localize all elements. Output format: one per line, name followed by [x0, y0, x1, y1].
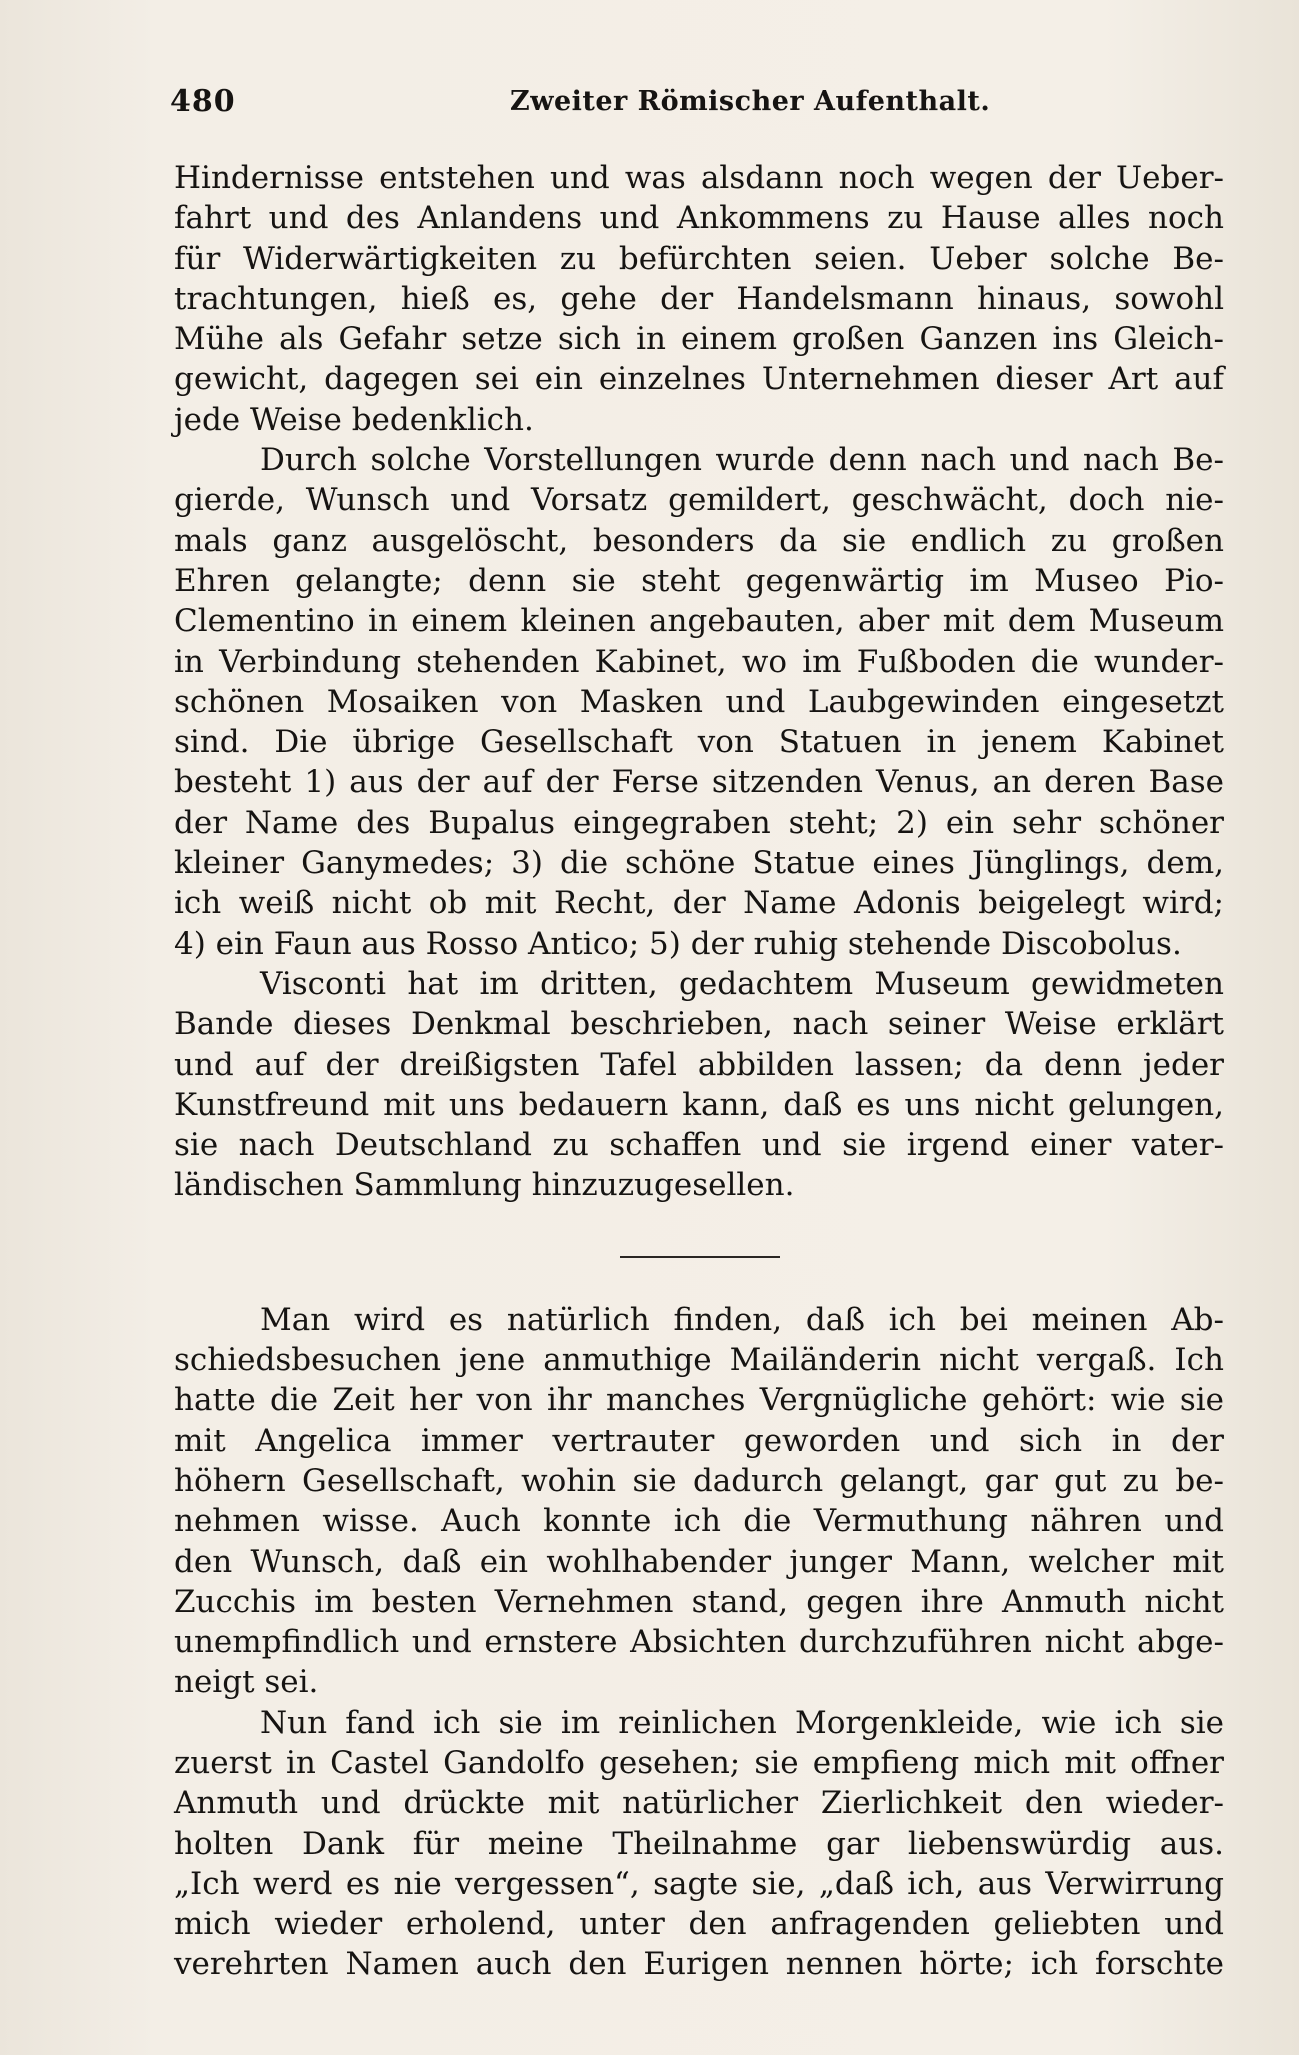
text-line: trachtungen, hieß es, gehe der Handelsmann hinaus, sowohl	[174, 280, 1224, 317]
text-line: „Ich werd es nie vergessen“, sagte sie, „daß ich, aus Verwirrung	[174, 1865, 1224, 1902]
text-line: schiedsbesuchen jene anmuthige Mailänderin nicht vergaß. Ich	[174, 1342, 1224, 1379]
text-line: hatte die Zeit her von ihr manches Vergnügliche gehört: wie sie	[174, 1382, 1224, 1419]
text-line: schönen Mosaiken von Masken und Laubgewinden eingesetzt	[174, 683, 1224, 720]
text-line: kleiner Ganymedes; 3) die schöne Statue eines Jünglings, dem,	[174, 845, 1224, 882]
text-line: ländischen Sammlung hinzuzugesellen.	[174, 1167, 795, 1204]
text-line: zuerst in Castel Gandolfo gesehen; sie empfieng mich mit offner	[174, 1744, 1224, 1781]
text-line: Anmuth und drückte mit natürlicher Zierlichkeit den wieder-	[174, 1785, 1224, 1822]
text-line: unempfindlich und ernstere Absichten durchzuführen nicht abge-	[174, 1624, 1224, 1661]
text-line: mals ganz ausgelöscht, besonders da sie endlich zu großen	[174, 522, 1224, 559]
text-line: Nun fand ich sie im reinlichen Morgenkleide, wie ich sie	[260, 1704, 1224, 1741]
page-number: 480	[170, 84, 236, 119]
paragraph	[174, 158, 1224, 440]
text-line: Clementino in einem kleinen angebauten, aber mit dem Museum	[174, 603, 1224, 640]
text-line: Ehren gelangte; denn sie steht gegenwärtig im Museo Pio-	[174, 562, 1224, 599]
text-line: höhern Gesellschaft, wohin sie dadurch gelangt, gar gut zu be-	[174, 1462, 1224, 1499]
text-line: Bande dieses Denkmal beschrieben, nach seiner Weise erklärt	[174, 1006, 1224, 1043]
text-line: in Verbindung stehenden Kabinet, wo im Fußboden die wunder-	[174, 643, 1224, 680]
text-line: Hindernisse entstehen und was alsdann noch wegen der Ueber-	[174, 160, 1224, 196]
text-line: Visconti hat im dritten, gedachtem Museum gewidmeten	[260, 965, 1224, 1002]
text-line: holten Dank für meine Theilnahme gar liebenswürdig aus.	[174, 1825, 1224, 1862]
text-line: sie nach Deutschland zu schaffen und sie irgend einer vater-	[174, 1127, 1224, 1164]
paragraph	[174, 1703, 1224, 1985]
text-line: gewicht, dagegen sei ein einzelnes Unternehmen dieser Art auf	[174, 361, 1224, 398]
text-line: sind. Die übrige Gesellschaft von Statuen in jenem Kabinet	[174, 724, 1224, 761]
text-line: Zucchis im besten Vernehmen stand, gegen ihre Anmuth nicht	[174, 1583, 1224, 1620]
text-line: fahrt und des Anlandens und Ankommens zu Hause alles noch	[174, 200, 1224, 237]
text-line: den Wunsch, daß ein wohlhabender junger Mann, welcher mit	[174, 1543, 1224, 1580]
text-line: Man wird es natürlich finden, daß ich bei meinen Ab-	[260, 1301, 1224, 1338]
text-line: ich weiß nicht ob mit Recht, der Name Adonis beigelegt wird;	[174, 885, 1224, 922]
paragraph	[174, 1300, 1224, 1703]
text-line: Durch solche Vorstellungen wurde denn nach und nach Be-	[260, 442, 1224, 479]
text-line: nehmen wisse. Auch konnte ich die Vermuthung nähren und	[174, 1503, 1224, 1540]
text-line: für Widerwärtigkeiten zu befürchten seien. Ueber solche Be-	[174, 240, 1224, 277]
paragraph	[174, 440, 1224, 964]
text-line: jede Weise bedenklich.	[174, 401, 534, 438]
text-line: Mühe als Gefahr setze sich in einem großen Ganzen ins Gleich-	[174, 321, 1224, 358]
text-line: und auf der dreißigsten Tafel abbilden lassen; da denn jeder	[174, 1046, 1224, 1083]
text-line: mich wieder erholend, unter den anfragenden geliebten und	[174, 1906, 1224, 1943]
text-line: der Name des Bupalus eingegraben steht; 2) ein sehr schöner	[174, 804, 1224, 841]
text-line: besteht 1) aus der auf der Ferse sitzenden Venus, an deren Base	[174, 764, 1224, 801]
text-line: mit Angelica immer vertrauter geworden und sich in der	[174, 1422, 1224, 1459]
running-head	[170, 84, 1230, 124]
text-line: Kunstfreund mit uns bedauern kann, daß es uns nicht gelungen,	[174, 1086, 1224, 1123]
text-line: neigt sei.	[174, 1664, 319, 1701]
text-line: 4) ein Faun aus Rosso Antico; 5) der ruhig stehende Discobolus.	[174, 925, 1182, 962]
text-line: gierde, Wunsch und Vorsatz gemildert, geschwächt, doch nie-	[174, 482, 1224, 519]
body-text	[174, 158, 1224, 1985]
paragraph	[174, 964, 1224, 1206]
running-head-title: Zweiter Römischer Aufenthalt.	[510, 86, 991, 117]
text-line: verehrten Namen auch den Eurigen nennen hörte; ich forschte	[174, 1946, 1224, 1983]
